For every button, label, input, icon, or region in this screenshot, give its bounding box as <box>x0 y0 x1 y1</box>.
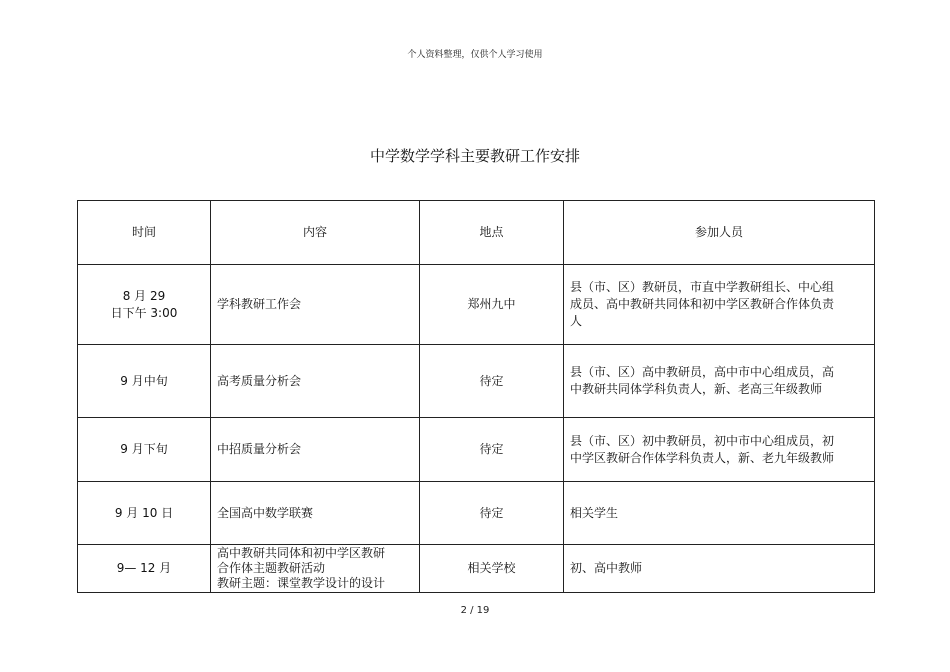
table-row <box>78 482 875 545</box>
cell-content <box>211 418 420 482</box>
cell-line: 高中教研共同体和初中学区教研 <box>217 546 386 560</box>
table-row <box>78 265 875 345</box>
cell-line: 中招质量分析会 <box>217 442 302 456</box>
cell-line: 县（市、区）教研员，市直中学教研组长、中心组 <box>570 280 835 294</box>
cell-line: 人 <box>570 314 583 328</box>
cell-content <box>211 482 420 545</box>
cell-time <box>78 482 211 545</box>
schedule-table <box>77 200 875 593</box>
cell-participants <box>564 345 875 418</box>
cell-line: 全国高中数学联赛 <box>217 505 314 520</box>
cell-time <box>78 418 211 482</box>
cell-time <box>78 265 211 345</box>
cell-line: 9 月中旬 <box>120 373 168 388</box>
cell-place: 郑州九中 <box>420 265 564 345</box>
cell-line: 高考质量分析会 <box>217 373 302 388</box>
cell-line: 相关学生 <box>570 505 619 520</box>
table-header-row <box>78 201 875 265</box>
table-row <box>78 545 875 593</box>
cell-line: 中教研共同体学科负责人，新、老高三年级教师 <box>570 382 823 396</box>
header-content: 内容 <box>211 201 420 265</box>
cell-place: 相关学校 <box>420 545 564 593</box>
table-row <box>78 345 875 418</box>
cell-participants <box>564 418 875 482</box>
cell-content <box>211 345 420 418</box>
cell-line: 9— 12 月 <box>116 561 172 575</box>
cell-line: 县（市、区）高中教研员，高中市中心组成员，高 <box>570 365 835 379</box>
cell-content <box>211 265 420 345</box>
cell-line: 成员、高中教研共同体和初中学区教研合作体负责 <box>570 297 835 311</box>
cell-line: 合作体主题教研活动 <box>217 561 326 575</box>
cell-time <box>78 345 211 418</box>
table-row <box>78 418 875 482</box>
cell-line: 9 月 10 日 <box>114 505 174 520</box>
cell-place: 待定 <box>420 345 564 418</box>
header-time: 时间 <box>78 201 211 265</box>
cell-line: 9 月下旬 <box>120 442 168 456</box>
cell-line: 县（市、区）初中教研员，初中市中心组成员，初 <box>570 433 835 448</box>
cell-participants <box>564 482 875 545</box>
header-note: 个人资料整理，仅供个人学习使用 <box>407 50 543 60</box>
header-participants: 参加人员 <box>564 201 875 265</box>
cell-line: 教研主题：课堂教学设计的设计 <box>217 576 386 590</box>
header-place: 地点 <box>420 201 564 265</box>
page-number: 2 / 19 <box>460 605 490 616</box>
document-title: 中学数学学科主要教研工作安排 <box>369 147 580 165</box>
cell-line: 初、高中教师 <box>570 561 643 575</box>
cell-place: 待定 <box>420 418 564 482</box>
cell-line: 学科教研工作会 <box>217 297 302 311</box>
cell-line: 日下午 3:00 <box>110 305 178 320</box>
cell-content <box>211 545 420 593</box>
cell-participants <box>564 545 875 593</box>
cell-line: 中学区教研合作体学科负责人，新、老九年级教师 <box>570 450 835 465</box>
cell-participants <box>564 265 875 345</box>
cell-place: 待定 <box>420 482 564 545</box>
cell-time <box>78 545 211 593</box>
cell-line: 8 月 29 <box>122 288 166 303</box>
